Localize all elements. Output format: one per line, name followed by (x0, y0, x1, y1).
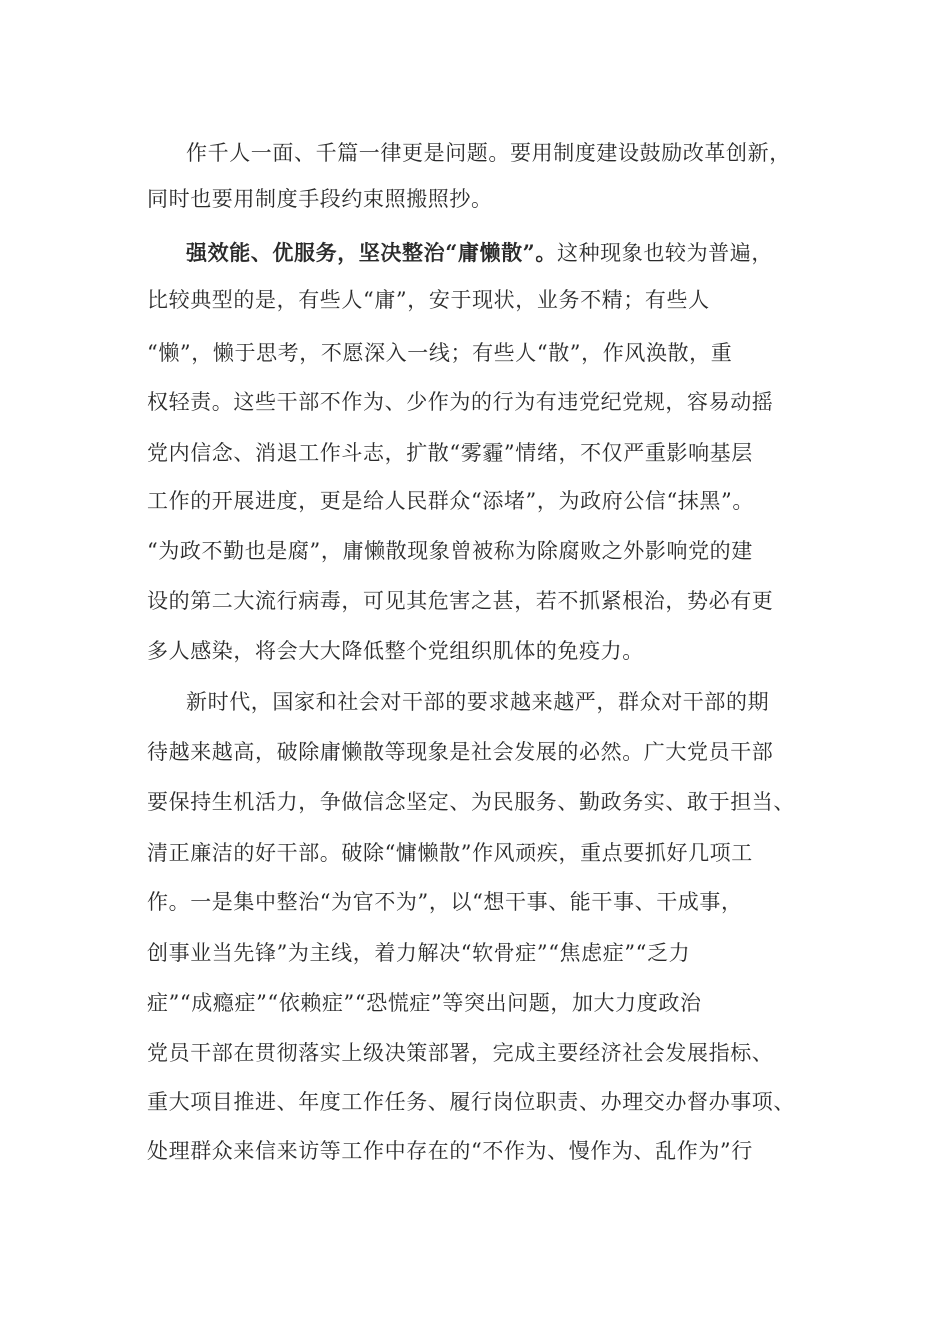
paragraph-line-3 (186, 236, 773, 270)
section-heading: 强效能、优服务，坚决整治“庸懒散”。 (186, 240, 557, 265)
paragraph-line-21: 处理群众来信来访等工作中存在的“不作为、慢作为、乱作为”行 (147, 1139, 753, 1163)
paragraph-line-19: 党员干部在贯彻落实上级决策部署，完成主要经济社会发展指标、 (147, 1041, 774, 1065)
paragraph-line-14: 要保持生机活力，争做信念坚定、为民服务、勤政务实、敢于担当、 (147, 790, 795, 814)
paragraph-line-18: 症”“成瘾症”“依赖症”“恐慌症”等突出问题，加大力度政治 (147, 991, 702, 1015)
paragraph-line-15: 清正廉洁的好干部。破除“慵懒散”作风顽疾，重点要抓好几项工 (147, 841, 753, 865)
paragraph-line-11: 多人感染，将会大大降低整个党组织肌体的免疫力。 (147, 639, 644, 663)
paragraph-line-6: 权轻责。这些干部不作为、少作为的行为有违党纪党规，容易动摇 (147, 390, 774, 414)
paragraph-line-7: 党内信念、消退工作斗志，扩散“雾霾”情绪，不仅严重影响基层 (147, 441, 753, 465)
paragraph-line-20: 重大项目推进、年度工作任务、履行岗位职责、办理交办督办事项、 (147, 1090, 795, 1114)
paragraph-line-8: 工作的开展进度，更是给人民群众“添堵”，为政府公信“抹黑”。 (147, 489, 754, 513)
paragraph-line-13: 待越来越高，破除庸懒散等现象是社会发展的必然。广大党员干部 (147, 740, 774, 764)
paragraph-line-16: 作。一是集中整治“为官不为”，以“想干事、能干事、干成事， (147, 890, 743, 914)
paragraph-line-9: “为政不勤也是腐”，庸懒散现象曾被称为除腐败之外影响党的建 (147, 539, 753, 563)
paragraph-line-1: 作千人一面、千篇一律更是问题。要用制度建设鼓励改革创新， (186, 141, 791, 165)
paragraph-line-17: 创事业当先锋”为主线，着力解决“软骨症”“焦虑症”“乏力 (147, 941, 691, 965)
heading-continuation: 这种现象也较为普遍， (556, 241, 773, 265)
paragraph-line-5: “懒”，懒于思考，不愿深入一线；有些人“散”，作风涣散，重 (147, 341, 733, 365)
paragraph-line-4: 比较典型的是，有些人“庸”，安于现状，业务不精；有些人 (147, 288, 710, 312)
paragraph-line-2: 同时也要用制度手段约束照搬照抄。 (147, 187, 493, 211)
paragraph-line-12: 新时代，国家和社会对干部的要求越来越严，群众对干部的期 (186, 690, 770, 714)
paragraph-line-10: 设的第二大流行病毒，可见其危害之甚，若不抓紧根治，势必有更 (147, 589, 774, 613)
